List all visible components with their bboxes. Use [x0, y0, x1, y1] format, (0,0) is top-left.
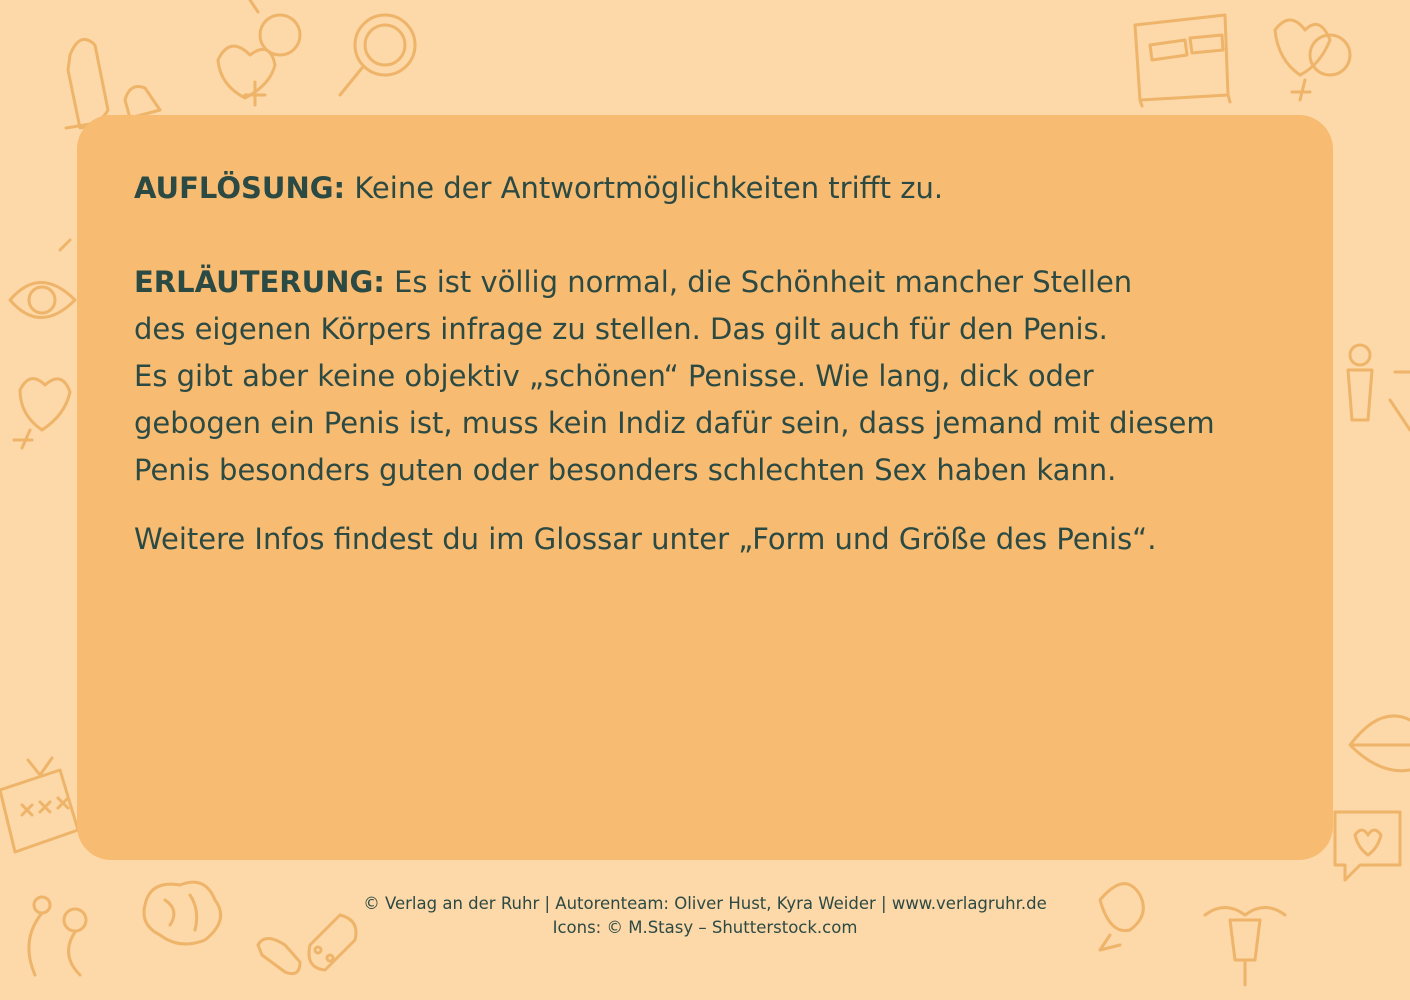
heart-venus-icon	[14, 379, 70, 448]
icons-credit-line: Icons: © M.Stasy – Shutterstock.com	[552, 918, 858, 937]
bed-icon	[1135, 15, 1230, 106]
tv-xxx-icon	[0, 758, 78, 852]
lips-icon	[1350, 716, 1410, 771]
explanation-label: ERLÄUTERUNG:	[134, 265, 385, 299]
footer	[0, 892, 1410, 940]
gender-hearts-icon	[218, 0, 300, 105]
explanation-line: Es ist völlig normal, die Schönheit mancher Stellen	[384, 265, 1133, 299]
explanation-line: gebogen ein Penis ist, muss kein Indiz dafür sein, dass jemand mit diesem	[134, 406, 1215, 440]
explanation-line: Es gibt aber keine objektiv „schönen“ Penisse. Wie lang, dick oder	[134, 359, 1094, 393]
gender-hearts-icon	[1275, 20, 1350, 100]
speech-heart-icon	[1335, 812, 1400, 880]
card-content	[134, 165, 1274, 563]
eye-icon	[10, 240, 75, 318]
explanation-line: des eigenen Körpers infrage zu stellen. Das gilt auch für den Penis.	[134, 312, 1108, 346]
answer-card	[77, 115, 1333, 860]
magnifier-icon	[340, 15, 415, 95]
solution-paragraph	[134, 165, 1274, 212]
more-info-text: Weitere Infos findest du im Glossar unter „Form und Größe des Penis“.	[134, 522, 1157, 556]
copyright-line: © Verlag an der Ruhr | Autorenteam: Oliver Hust, Kyra Weider | www.verlagruhr.de	[363, 894, 1047, 913]
explanation-paragraph	[134, 259, 1274, 494]
couple-icon	[1348, 345, 1410, 430]
solution-label: AUFLÖSUNG:	[134, 171, 346, 205]
solution-text: Keine der Antwortmöglichkeiten trifft zu.	[345, 171, 944, 205]
explanation-line: Penis besonders guten oder besonders schlechten Sex haben kann.	[134, 453, 1117, 487]
